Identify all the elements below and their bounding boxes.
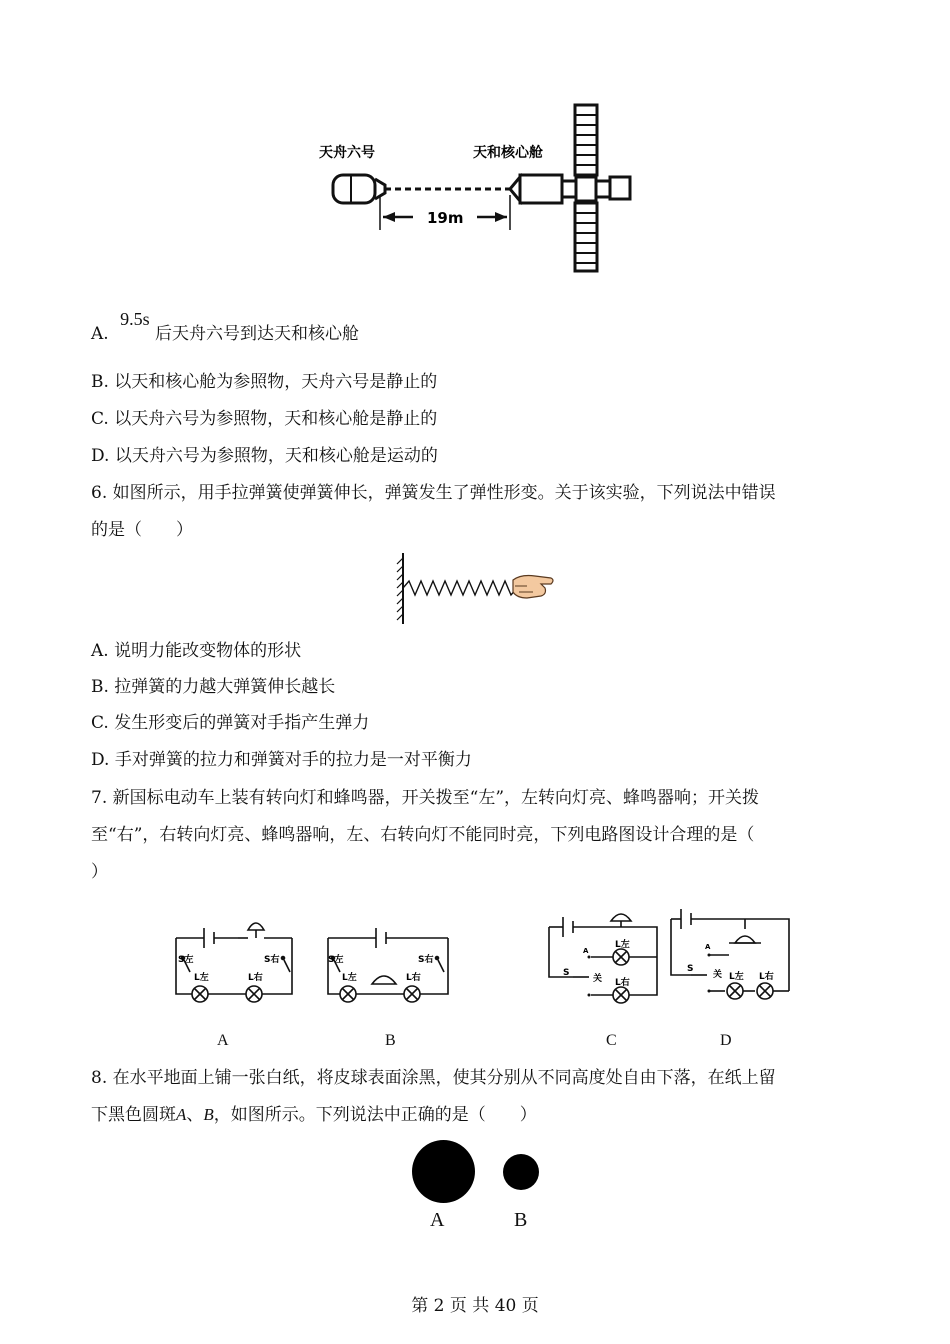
circuit-a: [168, 910, 298, 1005]
tianhe-module: [520, 175, 562, 203]
q6-stem-line1: 6. 如图所示，用手拉弹簧使弹簧伸长，弹簧发生了弹性形变。关于该实验，下列说法中错误: [91, 483, 776, 503]
svg-text:L左: L左: [342, 973, 357, 983]
q7-stem-line1: 7. 新国标电动车上装有转向灯和蜂鸣器，开关拨至“左”，左转向灯亮、蜂鸣器响；开关拨: [91, 788, 760, 808]
docking-diagram: [305, 95, 645, 280]
spot-a: [412, 1140, 475, 1203]
spot-b: [503, 1154, 539, 1190]
q5-option-a-value: 9.5s: [120, 309, 150, 329]
q6-option-a: A. 说明力能改变物体的形状: [91, 641, 302, 661]
circuit-label-a: A: [217, 1032, 229, 1049]
svg-text:关: 关: [593, 974, 603, 984]
hand-icon: [513, 576, 553, 599]
q5-option-a: [91, 309, 360, 345]
docking-figure: [305, 95, 645, 280]
label-tianhe: 天和核心舱: [473, 145, 543, 161]
svg-text:A: A: [705, 943, 711, 951]
q6-option-c: C. 发生形变后的弹簧对手指产生弹力: [91, 713, 370, 733]
distance-label: 19m: [427, 209, 464, 227]
q5-option-d: D. 以天舟六号为参照物，天和核心舱是运动的: [91, 446, 438, 466]
svg-text:S: S: [563, 968, 570, 978]
q7-stem-line2: 至“右”，右转向灯亮、蜂鸣器响，左、右转向灯不能同时亮，下列电路图设计合理的是（: [91, 825, 755, 845]
svg-text:S左: S左: [178, 955, 194, 965]
spring-figure: [395, 550, 560, 628]
svg-text:L左: L左: [729, 972, 744, 982]
circuit-label-d: D: [720, 1032, 732, 1049]
q6-stem-line2: 的是（ ）: [91, 520, 193, 540]
svg-text:S左: S左: [328, 955, 344, 965]
spot-a-ref: A: [176, 1105, 187, 1124]
spot-label-b: B: [514, 1209, 528, 1231]
circuit-c: [543, 905, 663, 1005]
svg-text:关: 关: [713, 970, 723, 980]
q5-option-b: B. 以天和核心舱为参照物，天舟六号是静止的: [91, 372, 438, 392]
svg-text:S右: S右: [418, 955, 434, 965]
svg-text:A: A: [583, 947, 589, 955]
page-footer: 第 2 页 共 40 页: [411, 1296, 539, 1316]
spring-coil: [403, 581, 517, 595]
q5-option-a-prefix: A.: [91, 324, 109, 344]
spring-diagram: [395, 550, 560, 628]
svg-text:L左: L左: [194, 973, 209, 983]
spot-label-a: A: [430, 1209, 445, 1231]
q5-option-a-text: 后天舟六号到达天和核心舱: [155, 324, 360, 344]
svg-text:L右: L右: [248, 973, 263, 983]
svg-text:S右: S右: [264, 955, 280, 965]
svg-text:S: S: [687, 964, 694, 974]
spot-b-ref: B: [203, 1105, 214, 1124]
q6-option-b: B. 拉弹簧的力越大弹簧伸长越长: [91, 677, 336, 697]
q6-option-d: D. 手对弹簧的拉力和弹簧对手的拉力是一对平衡力: [91, 750, 472, 770]
svg-text:L右: L右: [406, 973, 421, 983]
q8-stem-line2: 下黑色圆斑A、B，如图所示。下列说法中正确的是（ ）: [91, 1105, 537, 1125]
circuit-b: [320, 920, 455, 1005]
circuit-label-b: B: [385, 1032, 396, 1049]
svg-text:L左: L左: [615, 940, 630, 950]
circuit-label-c: C: [606, 1032, 617, 1049]
label-tianzhou: 天舟六号: [319, 145, 375, 161]
q8-stem-line1: 8. 在水平地面上铺一张白纸，将皮球表面涂黑，使其分别从不同高度处自由下落，在纸上留: [91, 1068, 776, 1088]
svg-text:L右: L右: [759, 972, 774, 982]
tianzhou-capsule: [333, 175, 375, 203]
svg-text:L右: L右: [615, 978, 630, 988]
q7-stem-line3: ）: [91, 862, 108, 882]
circuit-d: [665, 905, 795, 1005]
q5-option-c: C. 以天舟六号为参照物，天和核心舱是静止的: [91, 409, 438, 429]
